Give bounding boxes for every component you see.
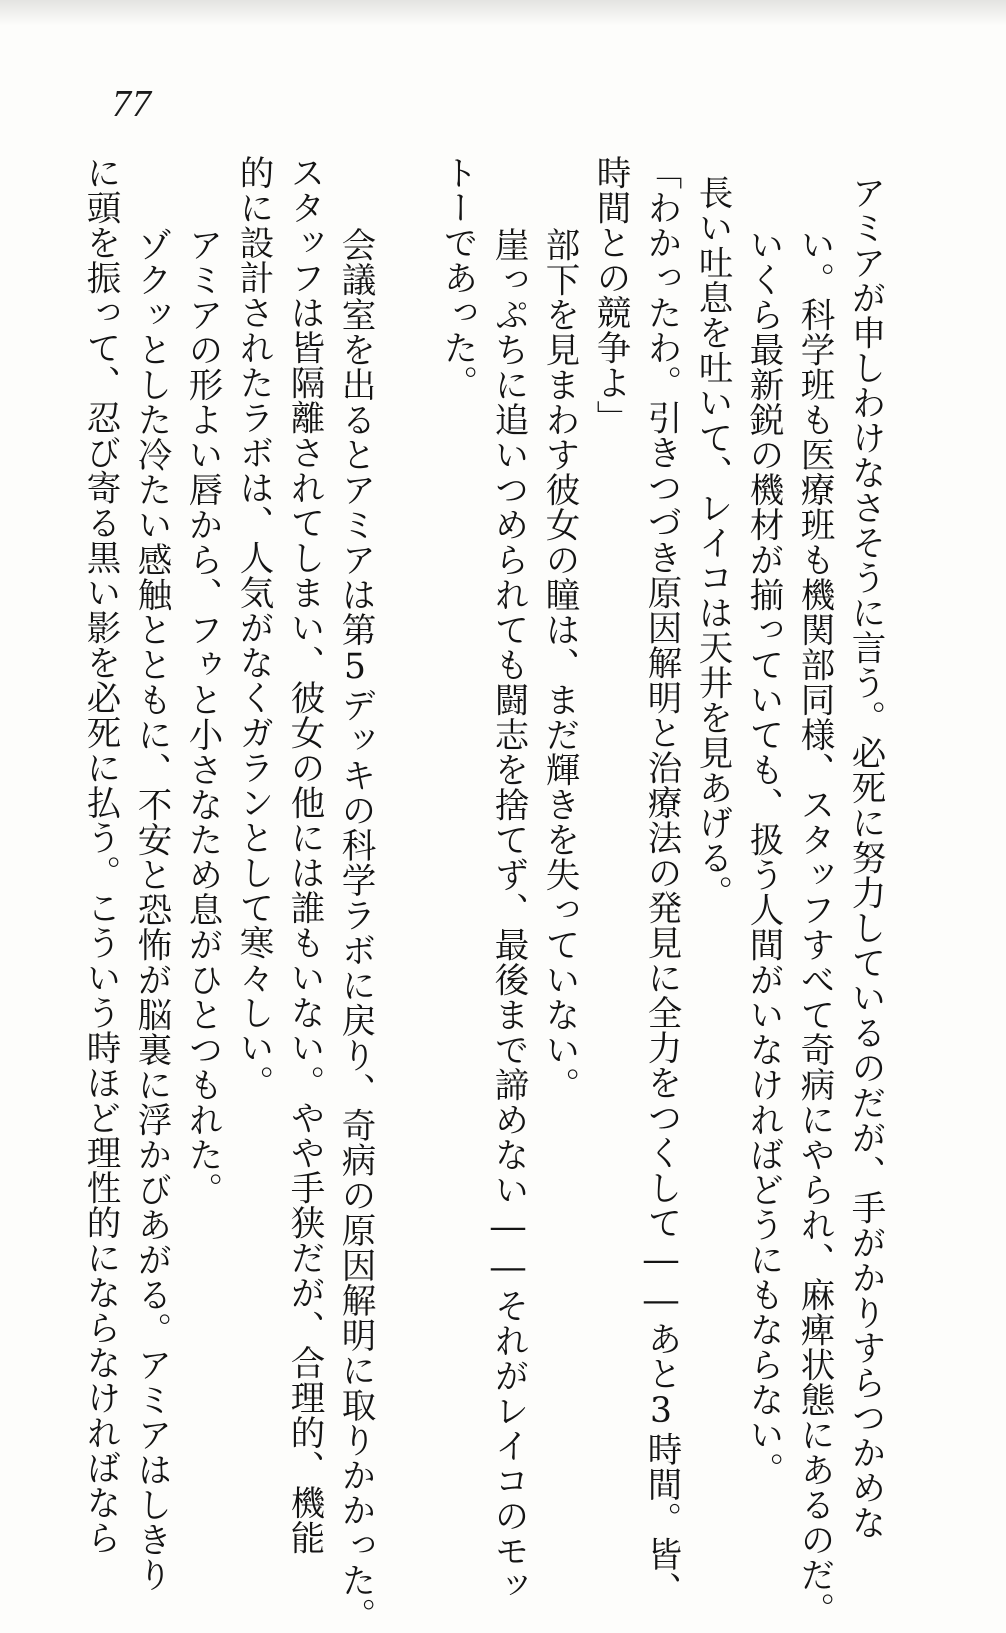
text-column-6: 時間との競争よ」 [590,155,630,435]
page-number: 77 [112,83,152,125]
text-column-12: 会議室を出るとアミアは第5デッキの科学ラボに戻り、奇病の原因解明に取りかかった。 [335,227,375,1633]
text-column-3: いくら最新鋭の機材が揃っていても、扱う人間がいなければどうにもならない。 [743,227,783,1487]
text-column-15: アミアの形よい唇から、フゥと小さなため息がひとつもれた。 [182,227,222,1207]
page-edge-shadow [0,0,1006,26]
text-column-13: スタッフは皆隔離されてしまい、彼女の他には誰もいない。やや手狭だが、合理的、機能 [284,155,324,1555]
text-column-14: 的に設計されたラボは、人気がなくガランとして寒々しい。 [233,155,273,1100]
text-column-4: 長い吐息を吐いて、レイコは天井を見あげる。 [692,175,732,910]
text-column-16: ゾクッとした冷たい感触とともに、不安と恐怖が脳裏に浮かびあがる。アミアはしきり [131,227,171,1592]
text-column-5: 「わかったわ。引きつづき原因解明と治療法の発見に全力をつくして――あと3時間。皆、 [641,155,681,1607]
text-column-1: アミアが申しわけなさそうに言う。必死に努力しているのだが、手がかりすらつかめな [845,175,885,1540]
text-column-7: 部下を見まわす彼女の瞳は、まだ輝きを失っていない。 [539,227,579,1102]
text-column-17: に頭を振って、忍び寄る黒い影を必死に払う。こういう時ほど理性的にならなければなら [80,155,120,1555]
text-column-2: い。科学班も医療班も機関部同様、スタッフすべて奇病にやられ、麻痺状態にあるのだ。 [794,227,834,1627]
text-column-8: 崖っぷちに追いつめられても闘志を捨てず、最後まで諦めない――それがレイコのモッ [488,227,528,1603]
text-column-9: トーであった。 [437,155,477,400]
